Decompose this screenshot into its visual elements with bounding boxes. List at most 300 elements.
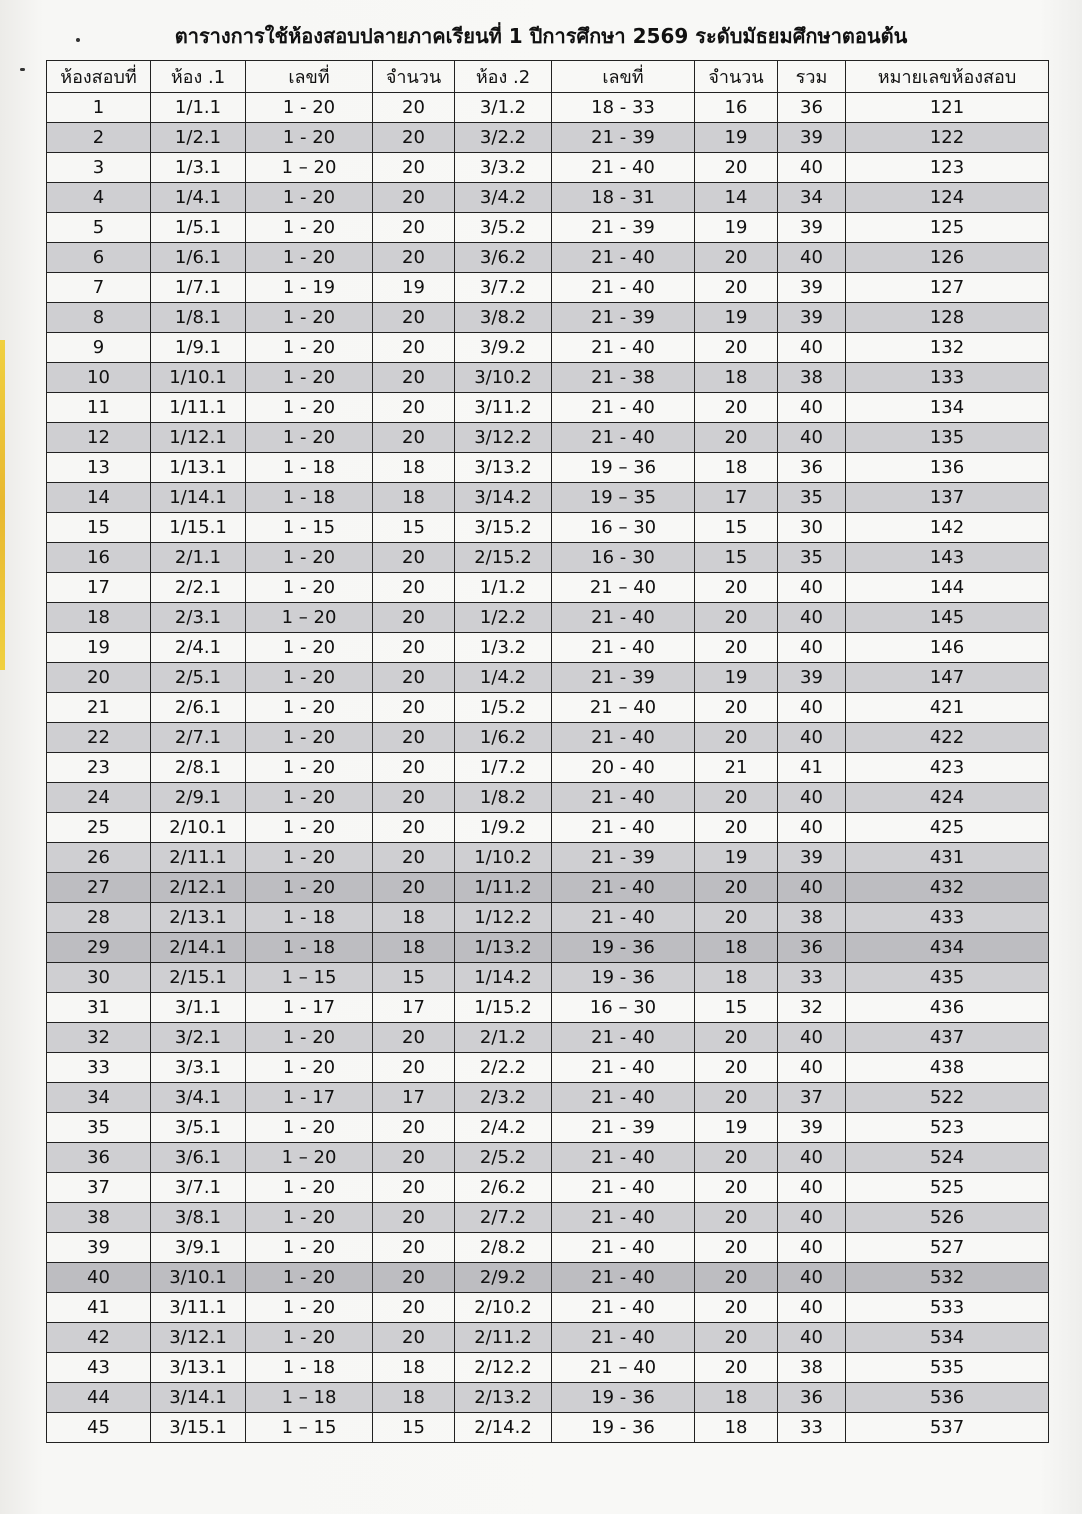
class-2-cell: 3/10.2 <box>455 363 552 393</box>
class-2-cell: 3/4.2 <box>455 183 552 213</box>
exam-room-cell: 35 <box>47 1113 151 1143</box>
class-2-cell: 1/14.2 <box>455 963 552 993</box>
total-cell: 33 <box>778 1413 846 1443</box>
count-2-cell: 19 <box>695 123 778 153</box>
count-1-cell: 20 <box>373 1113 455 1143</box>
total-cell: 32 <box>778 993 846 1023</box>
count-1-cell: 20 <box>373 303 455 333</box>
count-1-cell: 20 <box>373 813 455 843</box>
count-2-cell: 18 <box>695 1413 778 1443</box>
room-number-cell: 436 <box>846 993 1049 1023</box>
number-range-2-cell: 19 – 36 <box>552 453 695 483</box>
count-2-cell: 20 <box>695 1053 778 1083</box>
count-1-cell: 20 <box>373 93 455 123</box>
total-cell: 40 <box>778 1293 846 1323</box>
count-2-cell: 20 <box>695 1083 778 1113</box>
table-row <box>47 903 1049 933</box>
exam-room-cell: 32 <box>47 1023 151 1053</box>
number-range-1-cell: 1 - 18 <box>246 453 373 483</box>
total-cell: 40 <box>778 573 846 603</box>
room-number-cell: 422 <box>846 723 1049 753</box>
class-2-cell: 1/10.2 <box>455 843 552 873</box>
exam-room-cell: 19 <box>47 633 151 663</box>
number-range-1-cell: 1 - 20 <box>246 1173 373 1203</box>
class-1-cell: 3/9.1 <box>151 1233 246 1263</box>
count-2-cell: 18 <box>695 1383 778 1413</box>
class-2-cell: 3/1.2 <box>455 93 552 123</box>
exam-room-cell: 36 <box>47 1143 151 1173</box>
room-number-cell: 534 <box>846 1323 1049 1353</box>
number-range-2-cell: 16 – 30 <box>552 993 695 1023</box>
room-number-cell: 125 <box>846 213 1049 243</box>
table-row <box>47 1323 1049 1353</box>
class-1-cell: 2/6.1 <box>151 693 246 723</box>
count-2-cell: 18 <box>695 933 778 963</box>
count-2-cell: 21 <box>695 753 778 783</box>
room-number-cell: 142 <box>846 513 1049 543</box>
number-range-2-cell: 19 - 36 <box>552 933 695 963</box>
count-2-cell: 20 <box>695 1353 778 1383</box>
number-range-2-cell: 21 - 39 <box>552 123 695 153</box>
table-row <box>47 573 1049 603</box>
total-cell: 34 <box>778 183 846 213</box>
number-range-1-cell: 1 - 20 <box>246 843 373 873</box>
exam-room-cell: 28 <box>47 903 151 933</box>
total-cell: 40 <box>778 813 846 843</box>
class-2-cell: 1/9.2 <box>455 813 552 843</box>
class-1-cell: 2/13.1 <box>151 903 246 933</box>
room-number-cell: 134 <box>846 393 1049 423</box>
number-range-2-cell: 21 - 40 <box>552 813 695 843</box>
number-range-2-cell: 19 - 36 <box>552 1383 695 1413</box>
count-1-cell: 20 <box>373 753 455 783</box>
count-1-cell: 20 <box>373 633 455 663</box>
count-2-cell: 20 <box>695 153 778 183</box>
count-1-cell: 20 <box>373 333 455 363</box>
table-row <box>47 723 1049 753</box>
exam-room-cell: 25 <box>47 813 151 843</box>
table-row <box>47 213 1049 243</box>
table-row <box>47 423 1049 453</box>
class-1-cell: 3/1.1 <box>151 993 246 1023</box>
table-row <box>47 513 1049 543</box>
total-cell: 40 <box>778 153 846 183</box>
count-2-cell: 20 <box>695 603 778 633</box>
exam-room-cell: 16 <box>47 543 151 573</box>
number-range-2-cell: 21 – 40 <box>552 573 695 603</box>
total-cell: 40 <box>778 1323 846 1353</box>
count-2-cell: 20 <box>695 903 778 933</box>
count-2-cell: 15 <box>695 543 778 573</box>
count-1-cell: 17 <box>373 1083 455 1113</box>
class-2-cell: 2/1.2 <box>455 1023 552 1053</box>
total-cell: 40 <box>778 333 846 363</box>
class-1-cell: 3/8.1 <box>151 1203 246 1233</box>
number-range-2-cell: 16 - 30 <box>552 543 695 573</box>
room-number-cell: 535 <box>846 1353 1049 1383</box>
count-2-cell: 19 <box>695 843 778 873</box>
table-row <box>47 243 1049 273</box>
table-row <box>47 1023 1049 1053</box>
room-number-cell: 121 <box>846 93 1049 123</box>
class-1-cell: 3/2.1 <box>151 1023 246 1053</box>
count-1-cell: 20 <box>373 1293 455 1323</box>
total-cell: 39 <box>778 123 846 153</box>
total-cell: 40 <box>778 1233 846 1263</box>
total-cell: 36 <box>778 93 846 123</box>
number-range-1-cell: 1 - 20 <box>246 213 373 243</box>
class-2-cell: 1/8.2 <box>455 783 552 813</box>
count-1-cell: 20 <box>373 123 455 153</box>
class-1-cell: 3/12.1 <box>151 1323 246 1353</box>
table-row <box>47 393 1049 423</box>
count-1-cell: 20 <box>373 1233 455 1263</box>
count-2-cell: 19 <box>695 663 778 693</box>
number-range-2-cell: 19 – 35 <box>552 483 695 513</box>
header-total: รวม <box>778 61 846 93</box>
number-range-2-cell: 21 - 40 <box>552 423 695 453</box>
count-2-cell: 20 <box>695 333 778 363</box>
table-row <box>47 183 1049 213</box>
table-row <box>47 603 1049 633</box>
ink-speck <box>20 68 25 71</box>
count-1-cell: 18 <box>373 483 455 513</box>
class-2-cell: 1/3.2 <box>455 633 552 663</box>
number-range-2-cell: 21 - 40 <box>552 1143 695 1173</box>
exam-room-cell: 27 <box>47 873 151 903</box>
number-range-1-cell: 1 - 20 <box>246 423 373 453</box>
room-number-cell: 122 <box>846 123 1049 153</box>
table-row <box>47 993 1049 1023</box>
count-2-cell: 20 <box>695 633 778 663</box>
number-range-1-cell: 1 - 20 <box>246 1203 373 1233</box>
number-range-2-cell: 21 - 40 <box>552 1203 695 1233</box>
class-2-cell: 2/3.2 <box>455 1083 552 1113</box>
table-header-row <box>47 61 1049 93</box>
class-2-cell: 1/13.2 <box>455 933 552 963</box>
number-range-1-cell: 1 - 20 <box>246 1113 373 1143</box>
room-number-cell: 537 <box>846 1413 1049 1443</box>
number-range-1-cell: 1 - 20 <box>246 93 373 123</box>
number-range-2-cell: 21 - 39 <box>552 1113 695 1143</box>
number-range-2-cell: 21 - 40 <box>552 243 695 273</box>
count-2-cell: 20 <box>695 1293 778 1323</box>
class-2-cell: 1/6.2 <box>455 723 552 753</box>
header-count-1: จำนวน <box>373 61 455 93</box>
exam-room-cell: 24 <box>47 783 151 813</box>
class-2-cell: 1/11.2 <box>455 873 552 903</box>
total-cell: 35 <box>778 543 846 573</box>
table-row <box>47 663 1049 693</box>
exam-room-cell: 45 <box>47 1413 151 1443</box>
total-cell: 40 <box>778 1053 846 1083</box>
room-number-cell: 527 <box>846 1233 1049 1263</box>
total-cell: 40 <box>778 243 846 273</box>
room-number-cell: 536 <box>846 1383 1049 1413</box>
table-row <box>47 1203 1049 1233</box>
class-2-cell: 2/10.2 <box>455 1293 552 1323</box>
class-1-cell: 1/12.1 <box>151 423 246 453</box>
number-range-2-cell: 16 – 30 <box>552 513 695 543</box>
exam-room-cell: 42 <box>47 1323 151 1353</box>
class-1-cell: 1/6.1 <box>151 243 246 273</box>
count-1-cell: 20 <box>373 783 455 813</box>
total-cell: 39 <box>778 273 846 303</box>
exam-room-cell: 31 <box>47 993 151 1023</box>
table-row <box>47 633 1049 663</box>
class-1-cell: 3/4.1 <box>151 1083 246 1113</box>
count-1-cell: 20 <box>373 363 455 393</box>
header-number-range-1: เลขที่ <box>246 61 373 93</box>
count-2-cell: 16 <box>695 93 778 123</box>
number-range-1-cell: 1 - 20 <box>246 633 373 663</box>
exam-room-cell: 15 <box>47 513 151 543</box>
total-cell: 39 <box>778 303 846 333</box>
room-number-cell: 132 <box>846 333 1049 363</box>
table-row <box>47 1173 1049 1203</box>
room-number-cell: 133 <box>846 363 1049 393</box>
total-cell: 36 <box>778 933 846 963</box>
number-range-1-cell: 1 - 20 <box>246 693 373 723</box>
class-1-cell: 1/14.1 <box>151 483 246 513</box>
room-number-cell: 438 <box>846 1053 1049 1083</box>
class-2-cell: 2/14.2 <box>455 1413 552 1443</box>
count-2-cell: 20 <box>695 243 778 273</box>
count-1-cell: 20 <box>373 423 455 453</box>
count-2-cell: 19 <box>695 213 778 243</box>
class-1-cell: 1/10.1 <box>151 363 246 393</box>
room-number-cell: 135 <box>846 423 1049 453</box>
exam-room-cell: 20 <box>47 663 151 693</box>
number-range-1-cell: 1 - 20 <box>246 813 373 843</box>
room-number-cell: 124 <box>846 183 1049 213</box>
number-range-1-cell: 1 - 20 <box>246 663 373 693</box>
count-1-cell: 18 <box>373 933 455 963</box>
count-2-cell: 20 <box>695 423 778 453</box>
class-1-cell: 1/8.1 <box>151 303 246 333</box>
number-range-2-cell: 21 - 39 <box>552 663 695 693</box>
room-number-cell: 523 <box>846 1113 1049 1143</box>
room-number-cell: 425 <box>846 813 1049 843</box>
room-number-cell: 123 <box>846 153 1049 183</box>
class-2-cell: 1/7.2 <box>455 753 552 783</box>
room-number-cell: 434 <box>846 933 1049 963</box>
number-range-2-cell: 21 - 39 <box>552 213 695 243</box>
exam-room-cell: 11 <box>47 393 151 423</box>
number-range-1-cell: 1 - 18 <box>246 933 373 963</box>
room-number-cell: 127 <box>846 273 1049 303</box>
total-cell: 40 <box>778 1023 846 1053</box>
room-number-cell: 136 <box>846 453 1049 483</box>
number-range-2-cell: 21 - 40 <box>552 1263 695 1293</box>
number-range-2-cell: 21 - 40 <box>552 903 695 933</box>
class-2-cell: 2/7.2 <box>455 1203 552 1233</box>
class-1-cell: 3/7.1 <box>151 1173 246 1203</box>
total-cell: 39 <box>778 843 846 873</box>
count-1-cell: 20 <box>373 693 455 723</box>
number-range-2-cell: 21 - 40 <box>552 1083 695 1113</box>
table-row <box>47 753 1049 783</box>
total-cell: 40 <box>778 723 846 753</box>
count-2-cell: 14 <box>695 183 778 213</box>
count-2-cell: 18 <box>695 963 778 993</box>
total-cell: 40 <box>778 423 846 453</box>
number-range-2-cell: 21 - 39 <box>552 303 695 333</box>
room-number-cell: 137 <box>846 483 1049 513</box>
number-range-1-cell: 1 - 20 <box>246 1263 373 1293</box>
number-range-1-cell: 1 - 18 <box>246 903 373 933</box>
room-number-cell: 522 <box>846 1083 1049 1113</box>
room-number-cell: 144 <box>846 573 1049 603</box>
total-cell: 39 <box>778 663 846 693</box>
room-number-cell: 524 <box>846 1143 1049 1173</box>
number-range-1-cell: 1 - 20 <box>246 1323 373 1353</box>
class-1-cell: 1/3.1 <box>151 153 246 183</box>
exam-room-cell: 8 <box>47 303 151 333</box>
total-cell: 36 <box>778 453 846 483</box>
count-1-cell: 20 <box>373 1263 455 1293</box>
table-row <box>47 363 1049 393</box>
class-2-cell: 3/15.2 <box>455 513 552 543</box>
count-1-cell: 20 <box>373 543 455 573</box>
table-row <box>47 933 1049 963</box>
number-range-1-cell: 1 - 18 <box>246 483 373 513</box>
number-range-2-cell: 18 - 33 <box>552 93 695 123</box>
class-1-cell: 2/9.1 <box>151 783 246 813</box>
number-range-1-cell: 1 - 20 <box>246 363 373 393</box>
count-1-cell: 20 <box>373 153 455 183</box>
exam-room-cell: 6 <box>47 243 151 273</box>
count-1-cell: 18 <box>373 453 455 483</box>
class-2-cell: 2/6.2 <box>455 1173 552 1203</box>
count-1-cell: 20 <box>373 843 455 873</box>
number-range-1-cell: 1 – 15 <box>246 963 373 993</box>
number-range-2-cell: 21 – 40 <box>552 693 695 723</box>
room-number-cell: 147 <box>846 663 1049 693</box>
total-cell: 36 <box>778 1383 846 1413</box>
class-1-cell: 3/5.1 <box>151 1113 246 1143</box>
table-row <box>47 153 1049 183</box>
number-range-1-cell: 1 - 20 <box>246 303 373 333</box>
total-cell: 39 <box>778 213 846 243</box>
count-1-cell: 20 <box>373 1023 455 1053</box>
table-row <box>47 1413 1049 1443</box>
total-cell: 33 <box>778 963 846 993</box>
class-2-cell: 3/9.2 <box>455 333 552 363</box>
count-1-cell: 20 <box>373 603 455 633</box>
total-cell: 40 <box>778 873 846 903</box>
table-row <box>47 123 1049 153</box>
number-range-1-cell: 1 - 20 <box>246 543 373 573</box>
number-range-1-cell: 1 - 20 <box>246 183 373 213</box>
total-cell: 41 <box>778 753 846 783</box>
total-cell: 35 <box>778 483 846 513</box>
class-2-cell: 3/2.2 <box>455 123 552 153</box>
exam-room-cell: 29 <box>47 933 151 963</box>
exam-room-cell: 14 <box>47 483 151 513</box>
room-number-cell: 128 <box>846 303 1049 333</box>
room-number-cell: 533 <box>846 1293 1049 1323</box>
table-row <box>47 693 1049 723</box>
class-2-cell: 2/8.2 <box>455 1233 552 1263</box>
class-1-cell: 3/13.1 <box>151 1353 246 1383</box>
exam-room-cell: 33 <box>47 1053 151 1083</box>
class-2-cell: 3/8.2 <box>455 303 552 333</box>
room-number-cell: 532 <box>846 1263 1049 1293</box>
exam-room-cell: 2 <box>47 123 151 153</box>
total-cell: 40 <box>778 1263 846 1293</box>
exam-room-cell: 18 <box>47 603 151 633</box>
table-row <box>47 1293 1049 1323</box>
exam-room-table <box>46 60 1049 1443</box>
class-2-cell: 3/12.2 <box>455 423 552 453</box>
class-1-cell: 3/11.1 <box>151 1293 246 1323</box>
count-2-cell: 20 <box>695 1143 778 1173</box>
exam-room-cell: 17 <box>47 573 151 603</box>
exam-room-cell: 3 <box>47 153 151 183</box>
class-1-cell: 1/13.1 <box>151 453 246 483</box>
count-1-cell: 20 <box>373 1203 455 1233</box>
class-1-cell: 3/15.1 <box>151 1413 246 1443</box>
table-row <box>47 1353 1049 1383</box>
exam-room-cell: 9 <box>47 333 151 363</box>
number-range-1-cell: 1 - 17 <box>246 993 373 1023</box>
count-2-cell: 15 <box>695 513 778 543</box>
count-2-cell: 18 <box>695 453 778 483</box>
number-range-2-cell: 20 - 40 <box>552 753 695 783</box>
class-1-cell: 2/4.1 <box>151 633 246 663</box>
exam-room-cell: 23 <box>47 753 151 783</box>
count-2-cell: 20 <box>695 1263 778 1293</box>
count-1-cell: 20 <box>373 873 455 903</box>
exam-room-cell: 1 <box>47 93 151 123</box>
count-1-cell: 15 <box>373 513 455 543</box>
count-2-cell: 20 <box>695 723 778 753</box>
count-2-cell: 20 <box>695 813 778 843</box>
number-range-2-cell: 21 - 40 <box>552 1173 695 1203</box>
class-1-cell: 2/10.1 <box>151 813 246 843</box>
exam-room-cell: 34 <box>47 1083 151 1113</box>
class-2-cell: 3/7.2 <box>455 273 552 303</box>
number-range-1-cell: 1 - 20 <box>246 783 373 813</box>
class-2-cell: 2/13.2 <box>455 1383 552 1413</box>
count-1-cell: 20 <box>373 243 455 273</box>
count-1-cell: 20 <box>373 1143 455 1173</box>
table-row <box>47 333 1049 363</box>
count-2-cell: 20 <box>695 693 778 723</box>
header-exam-room: ห้องสอบที่ <box>47 61 151 93</box>
class-1-cell: 1/7.1 <box>151 273 246 303</box>
number-range-1-cell: 1 - 17 <box>246 1083 373 1113</box>
class-1-cell: 1/11.1 <box>151 393 246 423</box>
count-1-cell: 18 <box>373 1353 455 1383</box>
class-2-cell: 2/4.2 <box>455 1113 552 1143</box>
class-1-cell: 3/10.1 <box>151 1263 246 1293</box>
table-row <box>47 813 1049 843</box>
class-2-cell: 2/5.2 <box>455 1143 552 1173</box>
total-cell: 30 <box>778 513 846 543</box>
count-1-cell: 20 <box>373 1053 455 1083</box>
count-2-cell: 20 <box>695 1233 778 1263</box>
paper-edge-strip <box>0 340 5 670</box>
number-range-1-cell: 1 - 18 <box>246 1353 373 1383</box>
number-range-1-cell: 1 – 20 <box>246 153 373 183</box>
number-range-1-cell: 1 - 20 <box>246 573 373 603</box>
count-1-cell: 19 <box>373 273 455 303</box>
class-2-cell: 3/3.2 <box>455 153 552 183</box>
total-cell: 38 <box>778 1353 846 1383</box>
number-range-1-cell: 1 - 20 <box>246 1233 373 1263</box>
